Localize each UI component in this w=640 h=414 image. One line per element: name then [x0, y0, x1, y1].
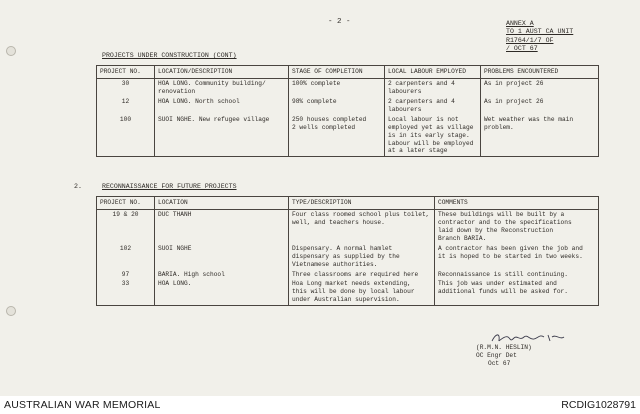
project-number-cell: 12 [97, 97, 155, 115]
section-1-title: PROJECTS UNDER CONSTRUCTION (CONT) [102, 52, 237, 59]
table-header-row [97, 66, 599, 79]
problems-cell: Wet weather was the main problem. [481, 115, 599, 157]
labour-cell: 2 carpenters and 4 labourers [385, 78, 481, 96]
archive-name: AUSTRALIAN WAR MEMORIAL [4, 399, 161, 411]
labour-cell: Local labour is not employed yet as village is in its early stage. Labour will be employed at a later stage [385, 115, 481, 157]
column-header-location: LOCATION [155, 197, 289, 210]
location-cell: BARIA. High school [155, 270, 289, 280]
annex-line-3: R1764/1/7 OF [506, 36, 554, 44]
signatory-rank: OC Engr Det [476, 352, 517, 360]
type-cell: Four class roomed school plus toilet, well, and teachers house. [289, 209, 435, 243]
column-header-project-no: PROJECT NO. [97, 197, 155, 210]
comments-cell: Reconnaissance is still continuing. [435, 270, 599, 280]
location-cell: DUC THANH [155, 209, 289, 243]
column-header-labour: LOCAL LABOUR EMPLOYED [385, 66, 481, 79]
project-number-cell: 19 & 20 [97, 209, 155, 243]
table-row [97, 97, 599, 115]
annex-line-2: TO 1 AUST CA UNIT [506, 28, 574, 36]
table-row [97, 115, 599, 157]
punch-hole [6, 46, 16, 56]
location-cell: HOA LONG. North school [155, 97, 289, 115]
comments-cell: This job was under estimated and additional funds will be asked for. [435, 279, 599, 305]
stage-cell: 100% complete [289, 78, 385, 96]
comments-cell: A contractor has been given the job and it is hoped to be started in two weeks. [435, 244, 599, 270]
table-row [97, 279, 599, 305]
type-cell: Hoa Long market needs extending, this will be done by local labour under Australian supervision. [289, 279, 435, 305]
column-header-problems: PROBLEMS ENCOUNTERED [481, 66, 599, 79]
comments-cell: These buildings will be built by a contractor and to the specifications laid down by the Reconstruction Branch BARIA. [435, 209, 599, 243]
stage-cell: 98% complete [289, 97, 385, 115]
problems-cell: As in project 26 [481, 97, 599, 115]
annex-line-4: / OCT 67 [506, 45, 538, 53]
table-row [97, 270, 599, 280]
record-id: RCDIG1028791 [561, 399, 636, 411]
project-number-cell: 97 [97, 270, 155, 280]
location-cell: HOA LONG. [155, 279, 289, 305]
table-row [97, 78, 599, 96]
section-2-title: RECONNAISSANCE FOR FUTURE PROJECTS [102, 183, 237, 190]
punch-hole [6, 306, 16, 316]
column-header-type: TYPE/DESCRIPTION [289, 197, 435, 210]
problems-cell: As in project 26 [481, 78, 599, 96]
project-number-cell: 33 [97, 279, 155, 305]
projects-under-construction-table [96, 65, 599, 157]
table-row [97, 209, 599, 243]
location-cell: SUOI NGHE [155, 244, 289, 270]
annex-title: ANNEX A [506, 20, 534, 27]
page-number: - 2 - [328, 18, 351, 26]
signature-date: Oct 67 [488, 360, 511, 368]
column-header-stage: STAGE OF COMPLETION [289, 66, 385, 79]
column-header-comments: COMMENTS [435, 197, 599, 210]
archive-footer [0, 396, 640, 414]
project-number-cell: 102 [97, 244, 155, 270]
location-cell: SUOI NGHE. New refugee village [155, 115, 289, 157]
signatory-name: (R.M.N. HESLIN) [476, 344, 532, 351]
table-row [97, 244, 599, 270]
labour-cell: 2 carpenters and 4 labourers [385, 97, 481, 115]
column-header-project-no: PROJECT NO. [97, 66, 155, 79]
reconnaissance-table [96, 196, 599, 306]
location-cell: HOA LONG. Community building/ renovation [155, 78, 289, 96]
table-header-row [97, 197, 599, 210]
annex-reference [506, 20, 606, 54]
project-number-cell: 100 [97, 115, 155, 157]
type-cell: Dispensary. A normal hamlet dispensary as supplied by the Vietnamese authorities. [289, 244, 435, 270]
type-cell: Three classrooms are required here [289, 270, 435, 280]
column-header-location: LOCATION/DESCRIPTION [155, 66, 289, 79]
section-2-number: 2. [74, 183, 82, 190]
handwritten-signature [490, 331, 580, 345]
project-number-cell: 30 [97, 78, 155, 96]
stage-cell: 250 houses completed 2 wells completed [289, 115, 385, 157]
signature-block [476, 344, 532, 368]
